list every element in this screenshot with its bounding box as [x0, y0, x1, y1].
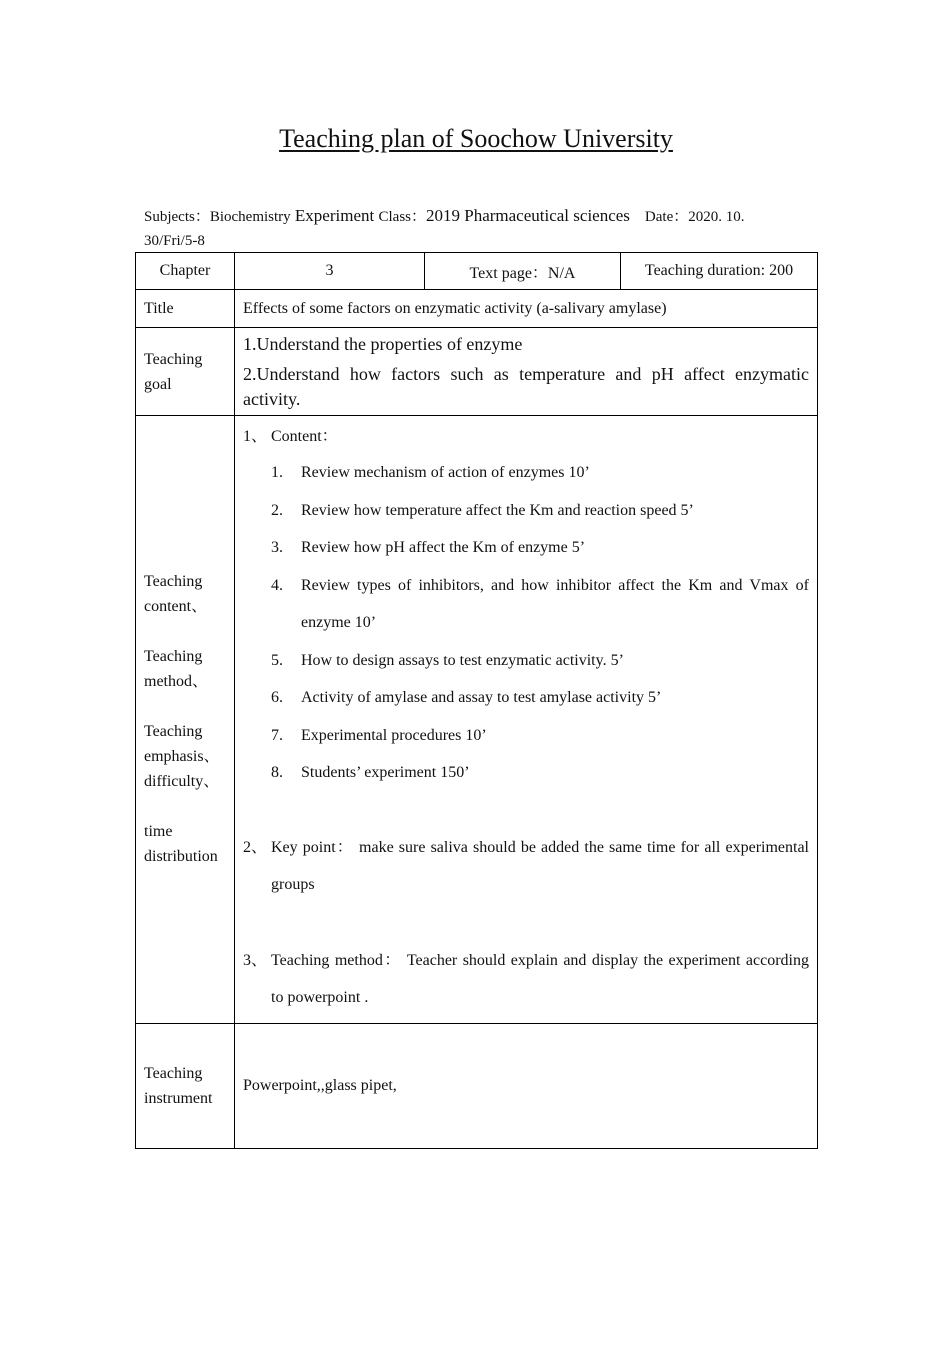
side-label-line: Teaching: [144, 648, 203, 666]
content-label: [136, 416, 235, 1024]
instrument-label-line1: Teaching: [144, 1064, 203, 1082]
item-number: 7.: [271, 726, 283, 744]
instrument-label-line2: instrument: [144, 1089, 213, 1107]
date-value: 2020. 10.: [688, 209, 745, 225]
section-text: Key point： make sure saliva should be added the same time for all experimental groups: [271, 838, 810, 893]
class-label: Class：: [378, 209, 426, 225]
list-item: [243, 754, 809, 792]
section-number: 1、: [243, 428, 268, 445]
item-number: 8.: [271, 764, 283, 781]
item-text: Review how pH affect the Km of enzyme 5’: [301, 539, 586, 556]
list-item: [243, 642, 809, 680]
instrument-value: Powerpoint,,glass pipet,: [235, 1023, 818, 1148]
list-item: [243, 492, 809, 530]
item-text: Students’ experiment 150’: [301, 764, 470, 781]
subjects-value-b: Experiment: [290, 206, 379, 225]
section-teaching-method: [243, 942, 809, 1017]
chapter-label: Chapter: [136, 253, 235, 290]
list-item: [243, 567, 809, 642]
document-meta: [144, 204, 816, 253]
section-key-point: [243, 829, 809, 904]
side-label-line: distribution: [144, 848, 218, 866]
side-label-line: emphasis、: [144, 748, 220, 766]
section-title: Content：: [271, 428, 338, 445]
title-row: [136, 290, 818, 328]
goal-item: 2.Understand how factors such as temperature and pH affect enzymatic activity.: [243, 364, 809, 409]
side-label-line: Teaching: [144, 573, 203, 591]
subjects-value: Biochemistry: [209, 209, 291, 225]
item-text: Experimental procedures 10’: [301, 726, 487, 744]
subjects-label: Subjects：: [144, 209, 210, 225]
chapter-row: [136, 253, 818, 290]
section-text: Teaching method： Teacher should explain and display the experiment according to powerpoint .: [271, 951, 809, 1006]
date-value-cont: 30/Fri/5-8: [144, 233, 205, 249]
side-label-line: method、: [144, 673, 208, 691]
item-text: Activity of amylase and assay to test amylase activity 5’: [301, 689, 662, 706]
date-label: Date：: [644, 209, 689, 225]
goal-row: [136, 328, 818, 416]
goal-label: [136, 328, 235, 416]
side-label-line: content、: [144, 598, 208, 616]
instrument-row: [136, 1023, 818, 1148]
class-value-b: Pharmaceutical sciences: [464, 206, 630, 225]
item-number: 5.: [271, 651, 283, 669]
item-number: 4.: [271, 576, 283, 594]
list-item: [243, 679, 809, 717]
document-title: Teaching plan of Soochow University: [279, 124, 673, 153]
item-text: Review mechanism of action of enzymes 10’: [301, 464, 590, 481]
side-label-line: time: [144, 823, 173, 841]
item-text: How to design assays to test enzymatic activity. 5’: [301, 651, 624, 669]
goal-label-line1: Teaching: [144, 350, 203, 368]
instrument-label: [136, 1023, 235, 1148]
teaching-duration: Teaching duration: 200: [621, 253, 818, 290]
list-item: [243, 717, 809, 755]
item-text: Review how temperature affect the Km and reaction speed 5’: [301, 501, 694, 519]
goal-list: [235, 328, 818, 416]
list-item: [243, 529, 809, 567]
list-item: [243, 454, 809, 492]
section-number: 2、: [243, 838, 268, 856]
section-content-heading: [243, 424, 809, 450]
text-page: Text page：N/A: [425, 253, 621, 290]
section-number: 3、: [243, 951, 268, 969]
title-label: Title: [136, 290, 235, 328]
class-value: 2019: [426, 206, 465, 225]
item-number: 2.: [271, 501, 283, 519]
item-number: 6.: [271, 689, 283, 706]
side-label-line: difficulty、: [144, 773, 220, 791]
plan-table: [135, 252, 818, 1149]
item-text: Review types of inhibitors, and how inhibitor affect the Km and Vmax of enzyme 10’: [301, 576, 809, 631]
content-body: [235, 416, 818, 1024]
title-value: Effects of some factors on enzymatic activity (a-salivary amylase): [235, 290, 818, 328]
goal-label-line2: goal: [144, 375, 172, 393]
chapter-value: 3: [235, 253, 425, 290]
side-label-line: Teaching: [144, 723, 203, 741]
content-row: [136, 416, 818, 1024]
item-number: 1.: [271, 464, 283, 481]
goal-item: 1.Understand the properties of enzyme: [243, 334, 523, 354]
item-number: 3.: [271, 539, 283, 556]
